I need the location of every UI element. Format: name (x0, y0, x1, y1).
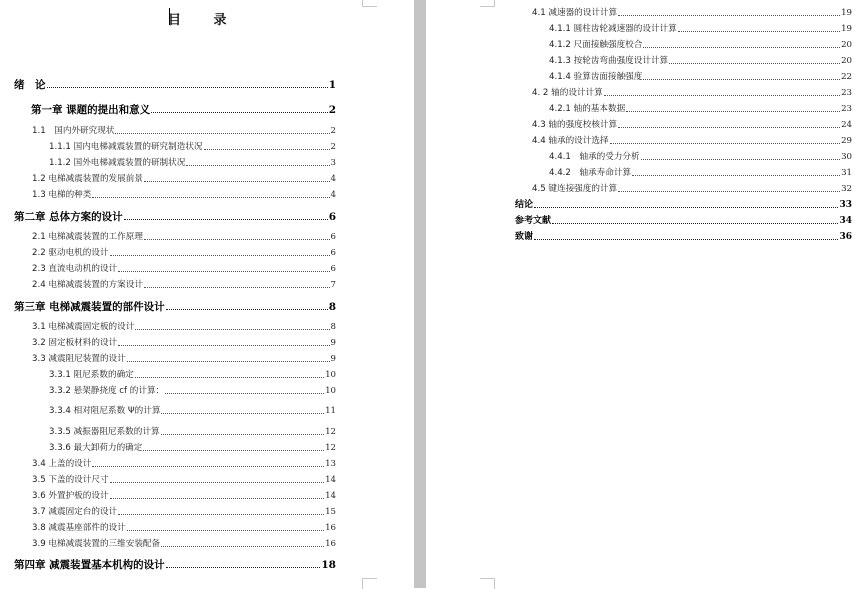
toc-leader-dots (110, 482, 325, 483)
toc-entry[interactable] (32, 231, 336, 243)
toc-leader-dots (161, 434, 325, 435)
toc-entry[interactable] (49, 442, 336, 454)
toc-leader-dots (604, 95, 840, 96)
toc-page-number: 10 (325, 386, 336, 396)
toc-entry-label: 3.3.6 最大卸荷力的确定 (49, 443, 143, 453)
toc-entry-label: 3.8 减震基座部件的设计 (32, 523, 126, 533)
toc-page-number: 3 (330, 158, 336, 168)
toc-entry[interactable] (515, 215, 852, 227)
toc-leader-dots (127, 361, 330, 362)
toc-leader-dots (110, 498, 325, 499)
toc-entry[interactable] (532, 135, 852, 147)
toc-page-number: 20 (841, 56, 852, 66)
toc-entry-label: 2.2 驱动电机的设计 (32, 248, 109, 258)
toc-leader-dots (186, 165, 329, 166)
toc-page-number: 36 (839, 232, 852, 242)
toc-page-number: 22 (841, 72, 852, 82)
toc-entry[interactable] (32, 337, 336, 349)
toc-entry-label: 4.2.1 轴的基本数据 (549, 104, 626, 114)
toc-page-number: 31 (841, 168, 852, 178)
toc-page-number: 9 (330, 354, 336, 364)
crop-mark (480, 578, 495, 589)
toc-leader-dots (110, 255, 330, 256)
page-gutter (414, 0, 426, 588)
toc-entry-label: 1.3 电梯的种类 (32, 190, 92, 200)
toc-entry-label: 3.2 固定板材料的设计 (32, 338, 118, 348)
crop-mark (362, 578, 377, 589)
toc-entry-label: 4. 2 轴的设计计算 (532, 88, 603, 98)
toc-entry[interactable] (14, 301, 336, 313)
toc-page-number: 1 (328, 79, 336, 91)
toc-page-number: 6 (330, 248, 336, 258)
toc-page-number: 23 (841, 88, 852, 98)
toc-entry-label: 2.4 电梯减震装置的方案设计 (32, 280, 143, 290)
toc-title: 目 录 (168, 13, 241, 28)
toc-page-number: 30 (841, 152, 852, 162)
toc-entry[interactable] (32, 353, 336, 365)
toc-entry[interactable] (549, 39, 852, 51)
toc-entry-label: 3.5 下盖的设计尺寸 (32, 475, 109, 485)
toc-entry[interactable] (32, 125, 336, 137)
toc-leader-dots (632, 175, 840, 176)
toc-leader-dots (124, 219, 328, 220)
toc-page-number: 20 (841, 40, 852, 50)
toc-entry-label: 3.3.1 阻尼系数的确定 (49, 370, 134, 380)
toc-entry[interactable] (515, 231, 852, 243)
document-page-left[interactable] (0, 0, 414, 588)
toc-entry[interactable] (49, 426, 336, 438)
toc-entry-label: 4.1.1 圆柱齿轮减速器的设计计算 (549, 24, 677, 34)
toc-leader-dots (643, 47, 840, 48)
toc-leader-dots (165, 393, 324, 394)
toc-leader-dots (534, 239, 838, 240)
toc-entry[interactable] (32, 173, 336, 185)
toc-leader-dots (143, 450, 324, 451)
toc-entry[interactable] (549, 103, 852, 115)
toc-entry-label: 3.1 电梯减震固定板的设计 (32, 322, 135, 332)
toc-entry-label: 3.3.4 相对阻尼系数 Ψ的计算 (49, 406, 161, 416)
toc-page-number: 14 (325, 491, 336, 501)
toc-page-number: 12 (325, 427, 336, 437)
toc-entry-label: 3.4 上盖的设计 (32, 459, 92, 469)
toc-entry-label: 4.5 键连接强度的计算 (532, 184, 618, 194)
toc-entry[interactable] (49, 369, 336, 381)
document-page-right[interactable] (426, 0, 861, 588)
toc-entry[interactable] (32, 247, 336, 259)
toc-leader-dots (669, 63, 840, 64)
toc-entry[interactable] (549, 167, 852, 179)
toc-entry-label: 1.2 电梯减震装置的发展前景 (32, 174, 143, 184)
toc-leader-dots (135, 329, 329, 330)
toc-entry-label: 3.3.5 减振器阻尼系数的计算 (49, 427, 160, 437)
toc-leader-dots (115, 133, 329, 134)
toc-entry-label: 4.1.2 尺面接触强度校合 (549, 40, 643, 50)
toc-entry-label: 4.1 减速器的设计计算 (532, 8, 618, 18)
toc-page-number: 13 (325, 459, 336, 469)
toc-leader-dots (118, 514, 324, 515)
toc-entry-label: 第三章 电梯减震装置的部件设计 (14, 301, 165, 313)
toc-entry-label: 4.1.4 验算齿面接触强度 (549, 72, 643, 82)
toc-page-number: 4 (330, 190, 336, 200)
toc-page-number: 23 (841, 104, 852, 114)
toc-leader-dots (534, 207, 838, 208)
toc-leader-dots (92, 197, 329, 198)
toc-page-number: 11 (325, 406, 336, 416)
toc-entry[interactable] (532, 87, 852, 99)
toc-leader-dots (643, 79, 840, 80)
toc-entry[interactable] (31, 104, 336, 116)
toc-page-number: 24 (841, 120, 852, 130)
toc-entry[interactable] (32, 189, 336, 201)
toc-entry[interactable] (49, 157, 336, 169)
toc-leader-dots (144, 287, 330, 288)
toc-entry-label: 致谢 (515, 232, 534, 242)
toc-entry[interactable] (49, 405, 336, 417)
toc-entry[interactable] (14, 211, 336, 223)
toc-leader-dots (610, 143, 841, 144)
toc-leader-dots (118, 271, 329, 272)
toc-entry-label: 1.1.2 国外电梯减震装置的研制状况 (49, 158, 186, 168)
toc-entry-label: 1.1 国内外研究现状 (32, 126, 115, 136)
toc-page-number: 2 (330, 142, 336, 152)
toc-page-number: 2 (330, 126, 336, 136)
toc-entry[interactable] (532, 183, 852, 195)
toc-leader-dots (166, 309, 328, 310)
toc-entry-label: 第二章 总体方案的设计 (14, 211, 123, 223)
toc-leader-dots (144, 239, 330, 240)
toc-entry-label: 结论 (515, 200, 534, 210)
toc-entry[interactable] (32, 279, 336, 291)
toc-page-number: 7 (330, 280, 336, 290)
toc-entry-label: 2.1 电梯减震装置的工作原理 (32, 232, 143, 242)
toc-page-number: 4 (330, 174, 336, 184)
toc-entry-label: 3.9 电梯减震装置的三维安装配备 (32, 539, 161, 549)
toc-leader-dots (135, 377, 324, 378)
toc-entry[interactable] (49, 385, 336, 397)
toc-leader-dots (47, 87, 328, 88)
toc-page-number: 14 (325, 475, 336, 485)
toc-entry[interactable] (515, 199, 852, 211)
toc-leader-dots (144, 181, 330, 182)
toc-leader-dots (151, 112, 328, 113)
toc-entry-label: 4.4.2 轴承寿命计算 (549, 168, 632, 178)
toc-entry[interactable] (549, 55, 852, 67)
toc-page-number: 16 (325, 539, 336, 549)
toc-entry-label: 4.4.1 轴承的受力分析 (549, 152, 640, 162)
toc-entry-label: 3.3.2 悬架静挠度 cf 的计算： (49, 386, 165, 396)
toc-entry[interactable] (532, 7, 852, 19)
toc-entry-label: 3.7 减震固定台的设计 (32, 507, 118, 517)
toc-page-number: 32 (841, 184, 852, 194)
toc-page-number: 6 (328, 211, 336, 223)
toc-page-number: 15 (325, 507, 336, 517)
toc-page-number: 6 (330, 264, 336, 274)
toc-page-number: 29 (841, 136, 852, 146)
toc-entry-label: 4.3 轴的强度校核计算 (532, 120, 618, 130)
toc-entry[interactable] (32, 321, 336, 333)
toc-leader-dots (161, 413, 324, 414)
toc-page-number: 12 (325, 443, 336, 453)
toc-page-number: 34 (839, 216, 852, 226)
toc-entry[interactable] (549, 23, 852, 35)
toc-page-number: 18 (321, 559, 336, 571)
toc-entry-label: 1.1.1 国内电梯减震装置的研究制造状况 (49, 142, 203, 152)
toc-entry-label: 4.4 轴承的设计选择 (532, 136, 609, 146)
toc-page-number: 6 (330, 232, 336, 242)
toc-leader-dots (161, 546, 324, 547)
toc-page-number: 9 (330, 338, 336, 348)
toc-entry[interactable] (549, 71, 852, 83)
toc-leader-dots (204, 149, 330, 150)
toc-entry[interactable] (32, 263, 336, 275)
crop-mark (480, 0, 495, 7)
toc-leader-dots (118, 345, 329, 346)
toc-entry-label: 3.6 外置护板的设计 (32, 491, 109, 501)
toc-entry[interactable] (14, 559, 336, 571)
toc-page-number: 19 (841, 24, 852, 34)
toc-page-number: 10 (325, 370, 336, 380)
toc-page-number: 33 (839, 200, 852, 210)
toc-page-number: 2 (328, 104, 336, 116)
toc-page-number: 19 (841, 8, 852, 18)
toc-leader-dots (166, 567, 321, 568)
toc-leader-dots (618, 15, 840, 16)
toc-entry-label: 第四章 减震装置基本机构的设计 (14, 559, 165, 571)
toc-entry-label: 参考文献 (515, 216, 552, 226)
toc-entry[interactable] (14, 79, 336, 91)
toc-page-number: 8 (328, 301, 336, 313)
toc-leader-dots (626, 111, 840, 112)
toc-leader-dots (641, 159, 840, 160)
toc-leader-dots (552, 223, 838, 224)
toc-entry-label: 3.3 减震阻尼装置的设计 (32, 354, 126, 364)
toc-entry[interactable] (32, 538, 336, 550)
toc-entry[interactable] (49, 141, 336, 153)
toc-entry[interactable] (32, 506, 336, 518)
toc-page-number: 8 (330, 322, 336, 332)
toc-entry-label: 4.1.3 按轮齿弯曲强度设计计算 (549, 56, 669, 66)
toc-entry[interactable] (32, 490, 336, 502)
toc-entry[interactable] (549, 151, 852, 163)
toc-entry[interactable] (32, 522, 336, 534)
toc-entry-label: 绪 论 (14, 79, 46, 91)
crop-mark (362, 0, 377, 7)
toc-leader-dots (618, 127, 840, 128)
toc-leader-dots (678, 31, 840, 32)
toc-entry[interactable] (532, 119, 852, 131)
toc-entry-label: 第一章 课题的提出和意义 (31, 104, 151, 116)
toc-leader-dots (127, 530, 324, 531)
toc-leader-dots (92, 466, 324, 467)
toc-page-number: 16 (325, 523, 336, 533)
toc-entry[interactable] (32, 458, 336, 470)
toc-leader-dots (618, 191, 840, 192)
toc-entry[interactable] (32, 474, 336, 486)
toc-entry-label: 2.3 直流电动机的设计 (32, 264, 118, 274)
